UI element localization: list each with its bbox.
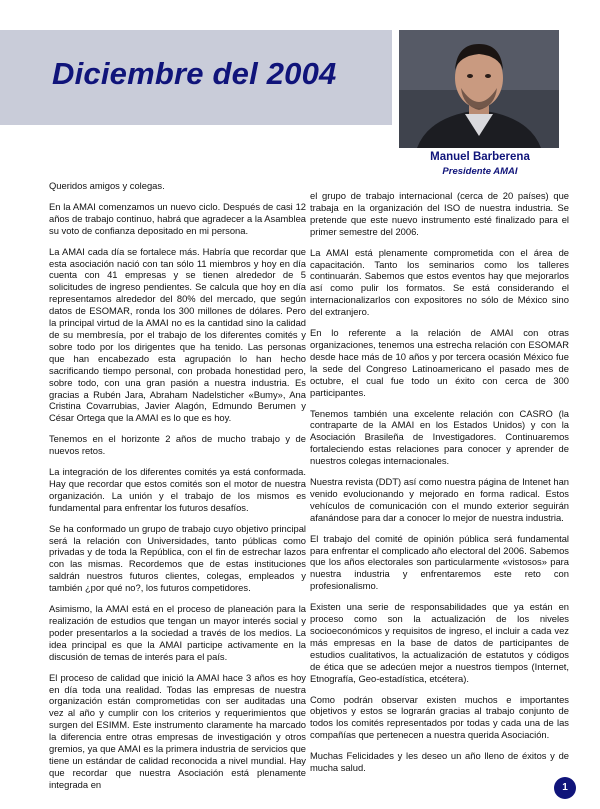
paragraph: La AMAI está plenamente comprometida con el área de capacitación. Tanto los seminarios como los talleres continuarán. Sabemos que estos eventos hay que mejorarlos así como pulir los formatos. Se está considerando el internacionalizarlos con expositores no sólo de México sino del extranjero. [310, 246, 569, 318]
paragraph: el grupo de trabajo internacional (cerca de 20 países) que trabaja en la organización del ISO de nuestra industria. Se pretende que este nuevo instrumento esté finalizado para el primer semestre del 2006. [310, 190, 569, 237]
paragraph: La integración de los diferentes comités ya está conformada. Hay que recordar que estos comités son el motor de nuestra organización. La unión y el trabajo de los mismos es fundamental para enfrentar los futuros desafíos. [49, 466, 306, 513]
paragraph: La AMAI cada día se fortalece más. Habría que recordar que esta asociación nació con tan sólo 11 miembros y hoy en día cuenta con 41 empresas y se tienen alrededor de 5 solicitudes de ingreso pendientes. Se calcula que hoy en día representamos alrededor del 80% del mercado, que según datos de ESOMAR, ronda los 300 millones de dólares. Pero la principal virtud de la AMAI no es la cantidad sino la calidad de su membresía, por el trabajo de los diferentes comités y sobre todo por los dirigentes que ha tenido. Las personas que han encabezado esta agrupación lo han hecho sacrificando tiempo personal, con probada honestidad pero, sobre todo, con una gran pasión a nuestra industria. Es gracias a Rubén Jara, Abraham Nadelsticher «Bumy», Ana Cristina Covarrubias, Javier Alagón, Edmundo Berumen y César Ortega que la AMAI es lo que es hoy. [49, 245, 306, 424]
paragraph: Existen una serie de responsabilidades que ya están en proceso como son la actualización de los niveles socioeconómicos y requisitos de ingreso, el incluir a cada vez más empresas en la base de datos de participantes de estudios cualitativos, la actualización de estatutos y códigos de ética que se adecúen mejor a nuestros tiempos (Internet, Etnografía, Geo-estadística, etcétera). [310, 601, 569, 684]
page-title: Diciembre del 2004 [52, 56, 337, 91]
paragraph: Muchas Felicidades y les deseo un año lleno de éxitos y de mucha salud. [310, 750, 569, 774]
author-role: Presidente AMAI [442, 166, 518, 177]
paragraph: Asimismo, la AMAI está en el proceso de planeación para la realización de estudios que tengan un mayor interés social y poder presentarlos a la sociedad a través de los medios. La idea principal es que la AMAI participe activamente en la discusión de temas de interés para el país. [49, 603, 306, 662]
paragraph: Nuestra revista (DDT) así como nuestra página de Intenet han venido evolucionando y mejorado en forma radical. Estos vehículos de comunicación con el mundo exterior seguirán afanándose para dar a conocer lo mejor de nuestra industria. [310, 476, 569, 523]
paragraph: En lo referente a la relación de AMAI con otras organizaciones, tenemos una estrecha relación con ESOMAR desde hace más de 10 años y por tercera ocasión México fue la sede del Congreso Latinoamericano el pasado mes de octubre, el cual fue todo un éxito con cerca de 300 participantes. [310, 327, 569, 398]
right-column [310, 190, 569, 783]
paragraph: El proceso de calidad que inició la AMAI hace 3 años es hoy en día toda una realidad. Todas las empresas de nuestra organización están comprometidas con ser auditadas una vez al año y cumplir con los criterios y requerimientos que surgen del ESIMM. Este instrumento claramente ha marcado la diferencia entre otras empresas de investigación y otros gremios, ya que AMAI es la primera industria de servicios que tiene un estándar de calidad reconocida a nivel mundial. Hay que recordar que nuestra Asociación está plenamente integrada en [49, 671, 306, 790]
author-name: Manuel Barberena [430, 151, 530, 163]
paragraph: En la AMAI comenzamos un nuevo ciclo. Después de casi 12 años de trabajo continuo, habrá que agradecer a la Asamblea su voto de confianza depositado en mi persona. [49, 200, 306, 236]
author-photo [399, 30, 559, 148]
paragraph: Tenemos también una excelente relación con CASRO (la contraparte de la AMAI en los Estados Unidos) y con la Asociación Brasileña de Investigadores. Continuaremos fortaleciendo estas relaciones para conocer y aprender de nuestros colegas internacionales. [310, 407, 569, 467]
paragraph: Tenemos en el horizonte 2 años de mucho trabajo y de nuevos retos. [49, 433, 306, 457]
left-column [49, 180, 306, 800]
paragraph: Se ha conformado un grupo de trabajo cuyo objetivo principal será la relación con Universidades, tanto públicas como privadas y de toda la República, con el fin de estrechar lazos con las mismas. Recordemos que de estas instituciones saldrán nuestros futuros clientes, colegas, empleados y también ¿por qué no?, los futuros competidores. [49, 522, 306, 594]
paragraph: Como podrán observar existen muchos e importantes objetivos y estos se lograrán gracias al trabajo conjunto de todos los comités representados por todas y cada una de las compañías que pertenecen a nuestra querida Asociación. [310, 693, 569, 741]
paragraph: Queridos amigos y colegas. [49, 180, 165, 191]
page-number: 1 [554, 777, 576, 799]
paragraph: El trabajo del comité de opinión pública será fundamental para enfrentar el complicado año electoral del 2006. Sabemos que los años electorales son particularmente «vistosos» para nuestra industria y enfrentaremos este reto con profesionalismo. [310, 532, 569, 592]
